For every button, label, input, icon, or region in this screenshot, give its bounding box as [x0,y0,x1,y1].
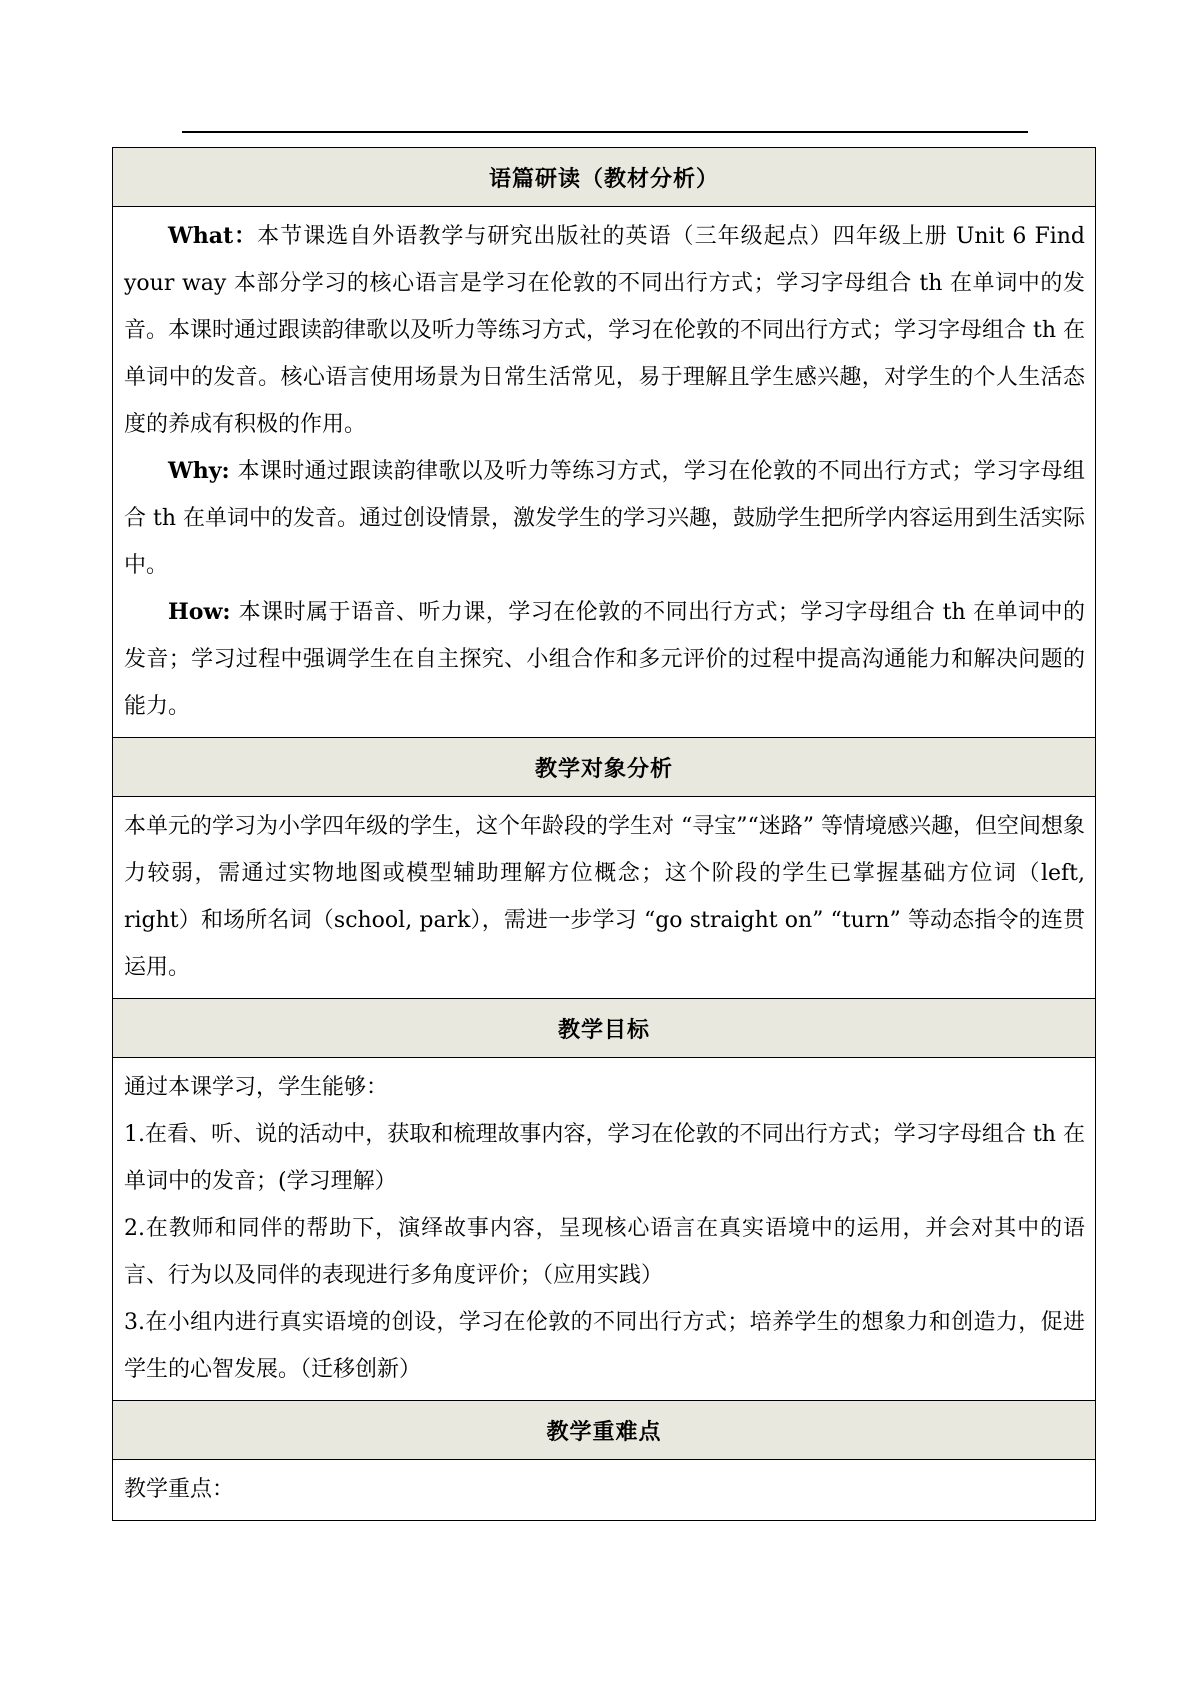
how-paragraph [124,589,1085,730]
textbook-analysis-body [113,207,1096,738]
how-label: How: [168,599,239,625]
why-paragraph [124,448,1085,589]
objectives-intro: 通过本课学习，学生能够： [124,1075,389,1100]
why-text: 本课时通过跟读韵律歌以及听力等练习方式，学习在伦敦的不同出行方式；学习字母组合 th 在单词中的发音。通过创设情景，激发学生的学习兴趣，鼓励学生把所学内容运用到生活实际中。 [124,459,1085,578]
learner-analysis-body [113,797,1096,999]
header-rule [182,131,1028,133]
what-paragraph [124,213,1085,448]
objective-item-1: 1.在看、听、说的活动中，获取和梳理故事内容，学习在伦敦的不同出行方式；学习字母组合 th 在单词中的发音；(学习理解） [124,1122,1085,1194]
objective-item-3: 3.在小组内进行真实语境的创设，学习在伦敦的不同出行方式；培养学生的想象力和创造力，促进学生的心智发展。（迁移创新） [124,1310,1085,1382]
learner-analysis-text: 本单元的学习为小学四年级的学生，这个年龄段的学生对 “寻宝”“迷路” 等情境感兴趣，但空间想象力较弱，需通过实物地图或模型辅助理解方位概念；这个阶段的学生已掌握基础方位词（left, right）和场所名词（school, park），需进一步学习 “go straight on” “turn” 等动态指令的连贯运用。 [124,814,1085,980]
section-title-objectives: 教学目标 [113,999,1096,1058]
what-text: 本节课选自外语教学与研究出版社的英语（三年级起点）四年级上册 Unit 6 Find your way 本部分学习的核心语言是学习在伦敦的不同出行方式；学习字母组合 th 在单词中的发音。本课时通过跟读韵律歌以及听力等练习方式，学习在伦敦的不同出行方式；学习字母组合 th 在单词中的发音。核心语言使用场景为日常生活常见，易于理解且学生感兴趣，对学生的个人生活态度的养成有积极的作用。 [124,224,1085,437]
section-title-textbook-analysis: 语篇研读（教材分析） [113,148,1096,207]
objective-item-2: 2.在教师和同伴的帮助下，演绎故事内容，呈现核心语言在真实语境中的运用，并会对其中的语言、行为以及同伴的表现进行多角度评价；（应用实践） [124,1216,1085,1288]
why-label: Why: [168,458,238,484]
what-label: What： [168,223,258,249]
objectives-body [113,1058,1096,1401]
how-text: 本课时属于语音、听力课，学习在伦敦的不同出行方式；学习字母组合 th 在单词中的发音；学习过程中强调学生在自主探究、小组合作和多元评价的过程中提高沟通能力和解决问题的能力。 [124,600,1085,719]
key-points-body [113,1460,1096,1521]
key-points-focus-label: 教学重点： [124,1477,235,1502]
lesson-plan-table [112,147,1096,1521]
section-title-learner-analysis: 教学对象分析 [113,738,1096,797]
section-title-key-points: 教学重难点 [113,1401,1096,1460]
